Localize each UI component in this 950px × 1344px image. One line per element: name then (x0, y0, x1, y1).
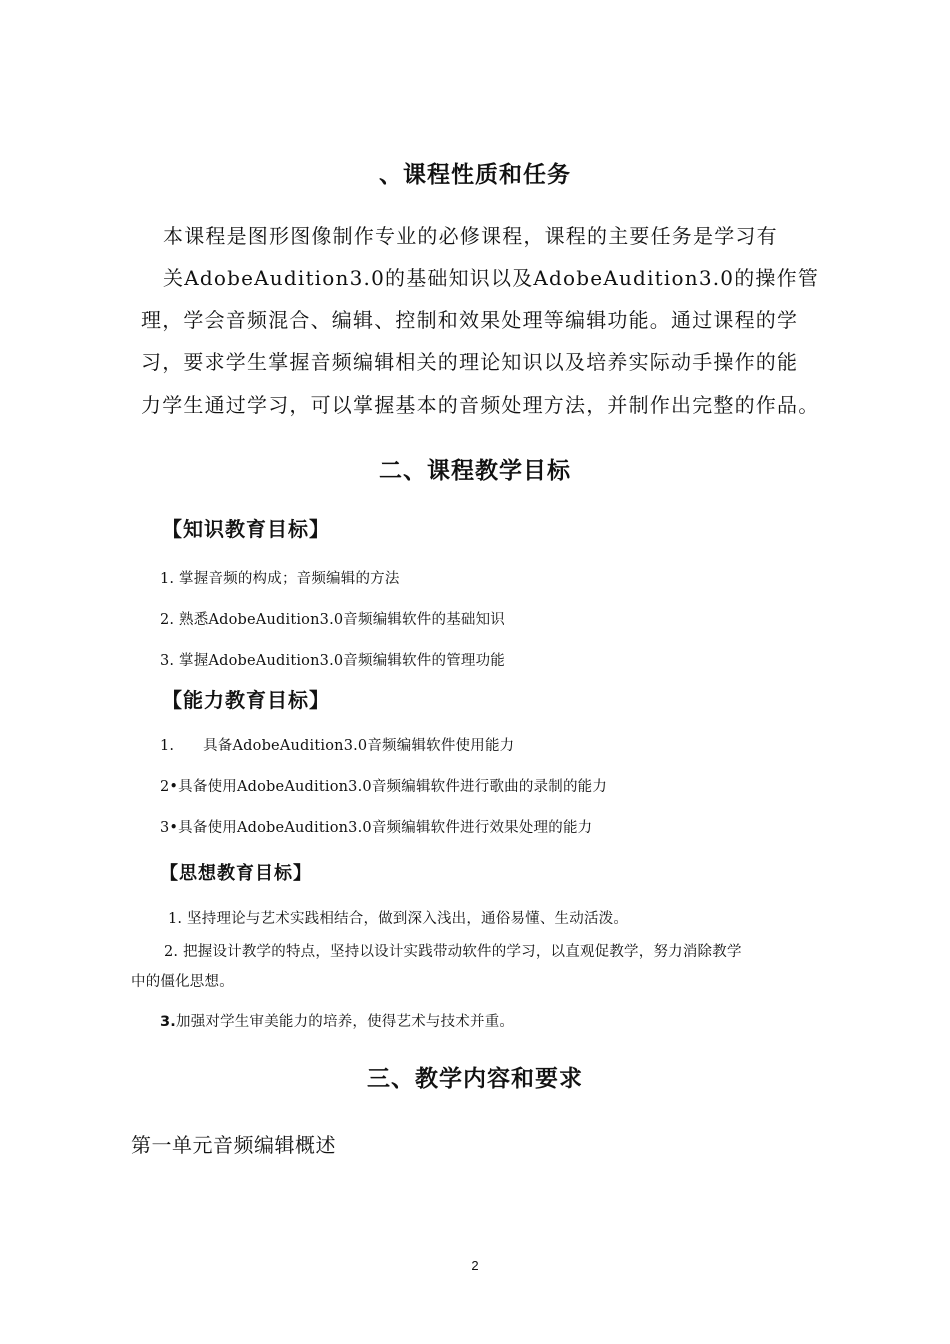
ability-objective-item: 1. 具备AdobeAudition3.0音频编辑软件使用能力 (160, 738, 515, 754)
knowledge-objective-item: 1. 掌握音频的构成；音频编辑的方法 (160, 571, 400, 587)
knowledge-objective-item: 3. 掌握AdobeAudition3.0音频编辑软件的管理功能 (160, 653, 506, 669)
unit-heading: 第一单元音频编辑概述 (131, 1133, 336, 1157)
knowledge-objective-item: 2. 熟悉AdobeAudition3.0音频编辑软件的基础知识 (160, 612, 506, 628)
paragraph-line: 本课程是图形图像制作专业的必修课程，课程的主要任务是学习有 (163, 224, 778, 248)
paragraph-line: 理，学会音频混合、编辑、控制和效果处理等编辑功能。通过课程的学 (141, 308, 799, 332)
page-number: 2 (471, 1258, 479, 1273)
thought-objective-item (160, 1010, 514, 1031)
item-number: 3. (160, 1014, 176, 1030)
thought-objective-item: 1. 坚持理论与艺术实践相结合，做到深入浅出，通俗易懂、生动活泼。 (168, 911, 629, 927)
subheading-ability-objectives: 【能力教育目标】 (162, 688, 330, 712)
section-title-content-and-requirements: 三、教学内容和要求 (367, 1065, 583, 1092)
section-title-teaching-objectives: 二、课程教学目标 (379, 457, 571, 484)
subheading-thought-objectives: 【思想教育目标】 (160, 863, 312, 884)
section-title-nature-and-tasks: 、课程性质和任务 (379, 161, 571, 188)
thought-objective-item: 2. 把握设计教学的特点，坚持以设计实践带动软件的学习，以直观促教学，努力消除教学 (164, 944, 742, 960)
paragraph-line: 力学生通过学习，可以掌握基本的音频处理方法，并制作出完整的作品。 (141, 393, 820, 417)
paragraph-line: 习，要求学生掌握音频编辑相关的理论知识以及培养实际动手操作的能 (141, 350, 799, 374)
ability-objective-item: 3•具备使用AdobeAudition3.0音频编辑软件进行效果处理的能力 (160, 820, 593, 836)
thought-objective-item-continuation: 中的僵化思想。 (131, 974, 234, 990)
ability-objective-item: 2•具备使用AdobeAudition3.0音频编辑软件进行歌曲的录制的能力 (160, 779, 608, 795)
subheading-knowledge-objectives: 【知识教育目标】 (162, 517, 330, 541)
paragraph-line: 关AdobeAudition3.0的基础知识以及AdobeAudition3.0的操作管 (163, 266, 820, 290)
item-text: 加强对学生审美能力的培养，使得艺术与技术并重。 (176, 1014, 515, 1030)
